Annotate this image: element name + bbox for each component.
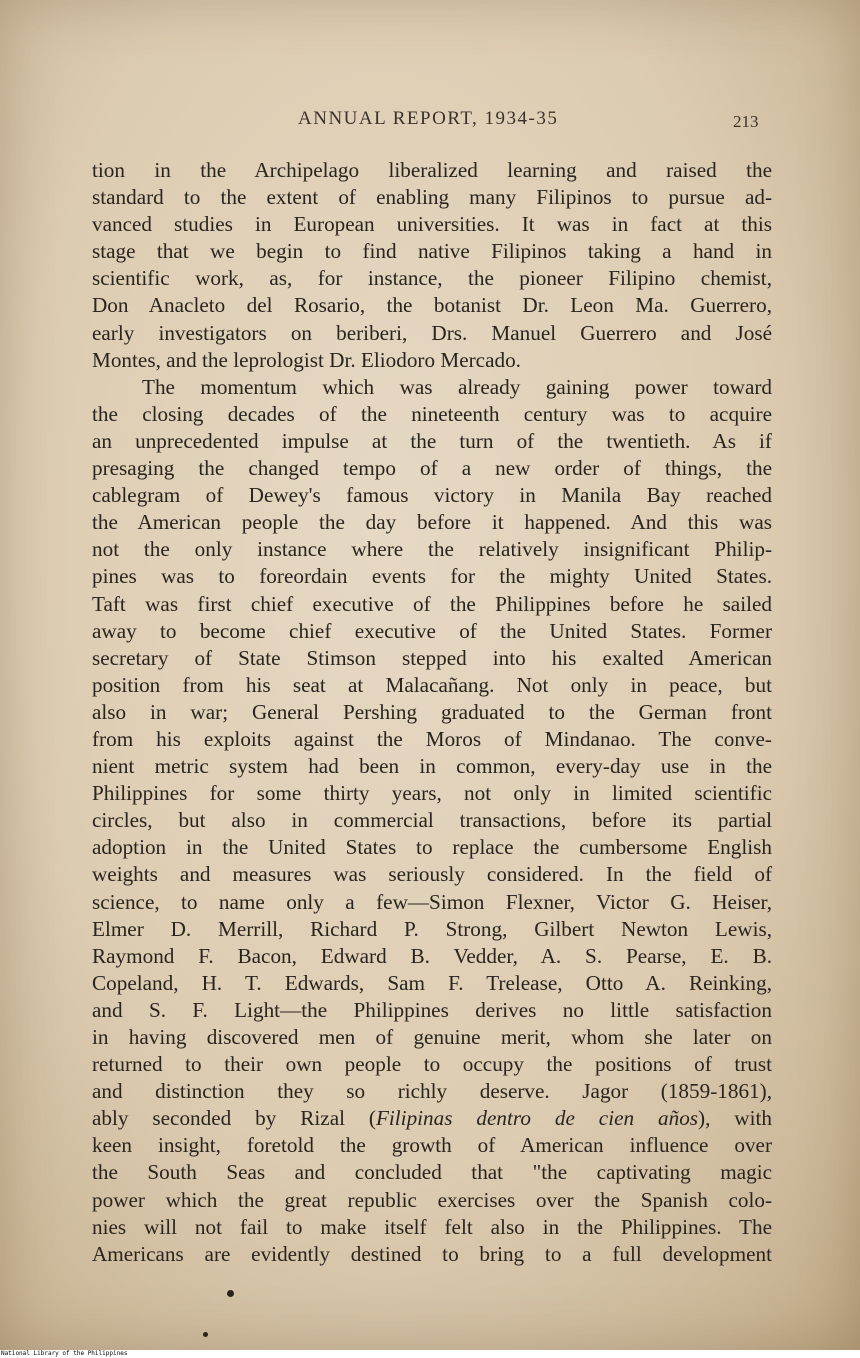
text-line: standard to the extent of enabling many Filipinos to pursue ad-: [92, 185, 772, 210]
text-line: Don Anacleto del Rosario, the botanist Dr. Leon Ma. Guerrero,: [92, 293, 772, 318]
text-line: Philippines for some thirty years, not only in limited scientific: [92, 781, 772, 806]
ink-dot: [203, 1332, 208, 1337]
text-line-with-italic: [92, 1105, 772, 1132]
text-line: Taft was first chief executive of the Philippines before he sailed: [92, 591, 772, 616]
text-line: and S. F. Light—the Philippines derives no little satisfaction: [92, 997, 772, 1022]
text-fragment: ), with: [698, 1106, 772, 1131]
text-line: and distinction they so richly deserve. Jagor (1859-1861),: [92, 1079, 772, 1104]
text-line: science, to name only a few—Simon Flexner, Victor G. Heiser,: [92, 889, 772, 914]
text-line: The momentum which was already gaining power toward: [142, 374, 772, 399]
text-line: the South Seas and concluded that "the captivating magic: [92, 1160, 772, 1185]
page-number: 213: [733, 112, 759, 131]
text-line: cablegram of Dewey's famous victory in Manila Bay reached: [92, 483, 772, 508]
text-line: secretary of State Stimson stepped into his exalted American: [92, 645, 772, 670]
text-line: circles, but also in commercial transactions, before its partial: [92, 808, 772, 833]
text-line: Americans are evidently destined to bring to a full development: [92, 1241, 772, 1266]
text-fragment: ably seconded by Rizal (: [92, 1106, 376, 1131]
running-head-title: ANNUAL REPORT, 1934-35: [298, 108, 559, 129]
text-line: pines was to foreordain events for the mighty United States.: [92, 564, 772, 589]
text-line: an unprecedented impulse at the turn of the twentieth. As if: [92, 428, 772, 453]
text-line: adoption in the United States to replace the cumbersome English: [92, 835, 772, 860]
text-line: not the only instance where the relatively insignificant Philip-: [92, 537, 772, 562]
text-line: Raymond F. Bacon, Edward B. Vedder, A. S. Pearse, E. B.: [92, 943, 772, 968]
text-line: nient metric system had been in common, every-day use in the: [92, 754, 772, 779]
text-line: from his exploits against the Moros of Mindanao. The conve-: [92, 726, 772, 751]
text-line: presaging the changed tempo of a new order of things, the: [92, 456, 772, 481]
text-line: keen insight, foretold the growth of American influence over: [92, 1133, 772, 1158]
text-line: position from his seat at Malacañang. Not only in peace, but: [92, 672, 772, 697]
text-line: in having discovered men of genuine merit, whom she later on: [92, 1025, 772, 1049]
text-line: the American people the day before it happened. And this was: [92, 510, 772, 535]
text-line: power which the great republic exercises over the Spanish colo-: [92, 1187, 772, 1212]
text-line: scientific work, as, for instance, the pioneer Filipino chemist,: [92, 266, 772, 291]
ink-dot: [227, 1290, 234, 1297]
text-line: away to become chief executive of the United States. Former: [92, 618, 772, 643]
text-line: vanced studies in European universities. It was in fact at this: [92, 212, 772, 237]
text-line: also in war; General Pershing graduated to the German front: [92, 699, 772, 724]
italic-title: Filipinas dentro de cien años: [375, 1106, 699, 1131]
text-line: Elmer D. Merrill, Richard P. Strong, Gilbert Newton Lewis,: [92, 916, 772, 941]
text-line: tion in the Archipelago liberalized learning and raised the: [92, 158, 772, 182]
body-text: [92, 157, 772, 1268]
footer-credit: National Library of the Philippines: [1, 1350, 128, 1357]
running-head: [0, 108, 860, 134]
footer-bar: [0, 1350, 860, 1358]
text-line: weights and measures was seriously considered. In the field of: [92, 862, 772, 887]
text-line: Montes, and the leprologist Dr. Eliodoro Mercado.: [92, 347, 521, 372]
text-line: Copeland, H. T. Edwards, Sam F. Trelease, Otto A. Reinking,: [92, 970, 772, 995]
text-line: early investigators on beriberi, Drs. Manuel Guerrero and José: [92, 320, 772, 345]
text-line: stage that we begin to find native Filipinos taking a hand in: [92, 239, 772, 264]
text-line: nies will not fail to make itself felt also in the Philippines. The: [92, 1214, 772, 1239]
text-line: the closing decades of the nineteenth century was to acquire: [92, 401, 772, 426]
text-line: returned to their own people to occupy the positions of trust: [92, 1052, 772, 1077]
